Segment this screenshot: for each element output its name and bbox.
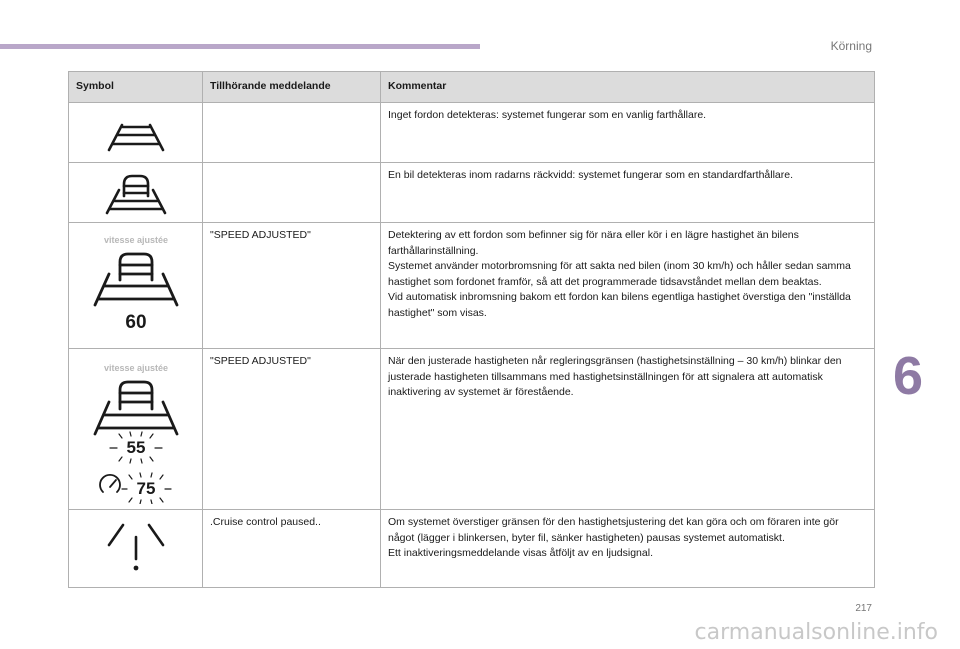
table-row xyxy=(69,223,875,349)
vehicle-ahead-icon xyxy=(91,168,181,218)
table-row xyxy=(69,349,875,510)
comment-text: Vid automatisk inbromsning bakom ett fordon kan bilens egentliga hastighet överstiga den "inställda hastighet" som visas. xyxy=(388,291,851,319)
message-cell xyxy=(203,103,381,163)
comment-text: När den justerade hastigheten når regleringsgränsen (hastighetsinställning – 30 km/h) blinkar den justerade hastigheten tillsammans med hastighetsinställningen för att signalera att automatisk inaktivering av systemet är förestående. xyxy=(388,355,842,398)
comment-cell xyxy=(381,349,875,510)
message-cell: "SPEED ADJUSTED" xyxy=(203,223,381,349)
message-cell: "SPEED ADJUSTED" xyxy=(203,349,381,510)
column-header-symbol: Symbol xyxy=(69,72,203,103)
column-header-message: Tillhörande meddelande xyxy=(203,72,381,103)
icon-label-text: vitesse ajustée xyxy=(103,363,168,373)
column-header-comment: Kommentar xyxy=(381,72,875,103)
page-number: 217 xyxy=(855,603,872,614)
adjusted-speed-value: 60 xyxy=(124,312,147,333)
icon-label-text: vitesse ajustée xyxy=(103,235,168,245)
comment-cell xyxy=(381,103,875,163)
table-row xyxy=(69,163,875,223)
table-row xyxy=(69,510,875,588)
comment-text: Inget fordon detekteras: systemet fungerar som en vanlig farthållare. xyxy=(388,109,707,121)
symbol-cell xyxy=(69,223,203,349)
comment-text: Om systemet överstiger gränsen för den hastighetsjustering det kan göra och om föraren inte gör något (lägger i blinkersen, byter fil, sänker hastigheten) pausas systemet automatiskt. xyxy=(388,516,839,544)
comment-text: Detektering av ett fordon som befinner sig för nära eller kör i en lägre hastighet än bilens farthållarinställning. xyxy=(388,229,799,257)
comment-cell xyxy=(381,163,875,223)
speed-setting-value: 75 xyxy=(136,479,155,498)
header-accent-bar xyxy=(0,44,480,49)
symbol-cell xyxy=(69,349,203,510)
lane-lines-icon xyxy=(91,108,181,158)
symbol-table xyxy=(68,71,875,588)
adjusted-speed-value: 55 xyxy=(126,438,145,457)
chapter-number: 6 xyxy=(893,346,924,406)
symbol-cell xyxy=(69,510,203,588)
section-title: Körning xyxy=(830,39,872,53)
table-header-row xyxy=(69,72,875,103)
comment-text: Ett inaktiveringsmeddelande visas åtföljt av en ljudsignal. xyxy=(388,547,653,559)
speed-limit-blink-icon xyxy=(81,354,191,504)
symbol-cell xyxy=(69,163,203,223)
watermark: carmanualsonline.info xyxy=(694,620,938,645)
cruise-paused-warning-icon xyxy=(91,515,181,579)
comment-cell xyxy=(381,510,875,588)
speedometer-icon xyxy=(100,475,120,492)
symbol-cell xyxy=(69,103,203,163)
comment-text: En bil detekteras inom radarns räckvidd: systemet fungerar som en standardfarthållare. xyxy=(388,169,794,181)
message-cell xyxy=(203,163,381,223)
comment-cell xyxy=(381,223,875,349)
speed-adjusted-icon xyxy=(81,228,191,338)
table-row xyxy=(69,103,875,163)
comment-text: Systemet använder motorbromsning för att sakta ned bilen (inom 30 km/h) och håller sedan samma hastighet som fordonet framför, så att det programmerade tidsavståndet mellan dem beaktas. xyxy=(388,260,851,288)
message-cell: .Cruise control paused.. xyxy=(203,510,381,588)
